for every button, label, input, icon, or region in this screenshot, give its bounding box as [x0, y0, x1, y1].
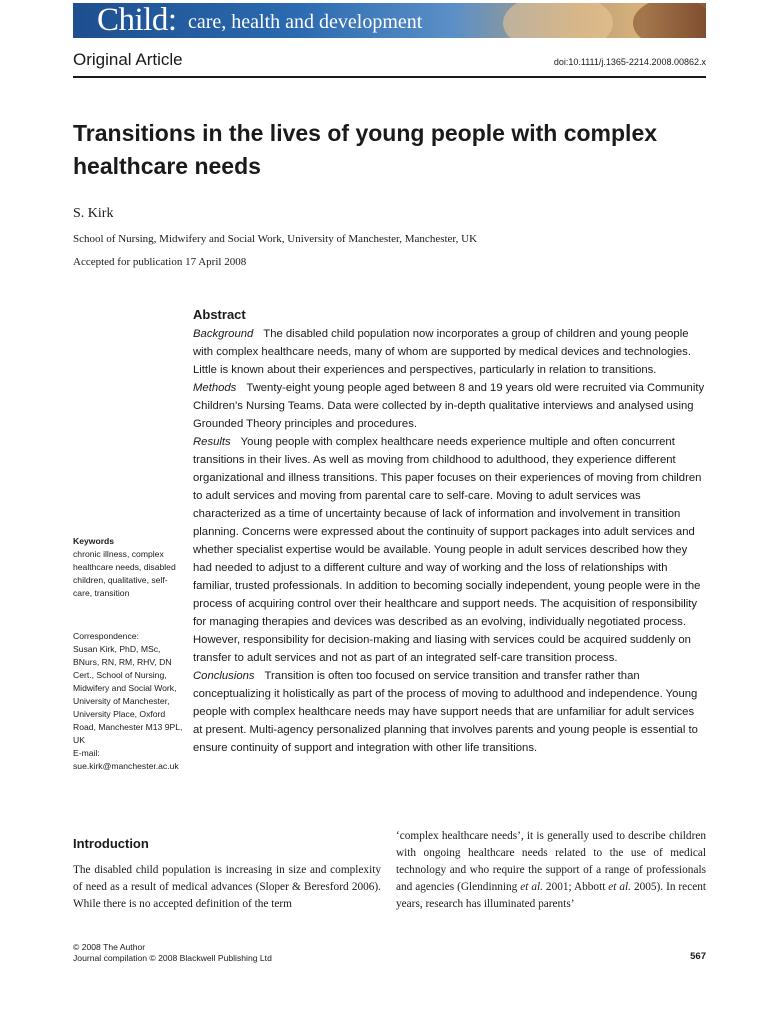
abstract — [193, 305, 706, 757]
abstract-results — [193, 433, 706, 667]
body-column-right — [396, 828, 706, 913]
header-rule — [73, 76, 706, 78]
abstract-background — [193, 325, 706, 379]
email-label: E-mail: — [73, 748, 100, 758]
abstract-heading: Abstract — [193, 307, 246, 322]
section-label: Original Article — [73, 50, 183, 69]
keywords-heading: Keywords — [73, 536, 115, 546]
banner-photo-highlight — [503, 3, 613, 38]
abstract-results-label: Results — [193, 436, 231, 448]
body-text-segment: 2005). In recent years, research has illuminated parents’ — [396, 881, 707, 910]
affiliation: School of Nursing, Midwifery and Social Work, University of Manchester, Manchester, UK — [73, 233, 478, 245]
article-title: Transitions in the lives of young people with complex healthcare needs — [73, 120, 658, 179]
abstract-methods-label: Methods — [193, 382, 237, 394]
author: S. Kirk — [73, 206, 114, 221]
email-link[interactable]: sue.kirk@manchester.ac.uk — [73, 761, 179, 771]
copyright-compilation: Journal compilation © 2008 Blackwell Publishing Ltd — [73, 953, 272, 963]
footer-copyright — [73, 942, 272, 964]
keywords-list: chronic illness, complex healthcare needs, disabled children, qualitative, self-care, transition — [73, 549, 176, 598]
doi[interactable]: doi:10.1111/j.1365-2214.2008.00862.x — [553, 57, 706, 67]
et-al: et al. — [520, 881, 543, 893]
abstract-background-text: The disabled child population now incorporates a group of children and young people with complex healthcare needs, many of whom are supported by medical devices and technologies. Little is known about their experiences and perspectives, particularly in relation to transitions. — [193, 328, 691, 376]
copyright-author: © 2008 The Author — [73, 942, 146, 952]
body-text-segment: 2001; Abbott — [542, 881, 609, 893]
abstract-background-label: Background — [193, 328, 254, 340]
abstract-conclusions-label: Conclusions — [193, 670, 255, 682]
correspondence-label: Correspondence: — [73, 631, 139, 641]
keywords — [73, 535, 183, 600]
abstract-results-text: Young people with complex healthcare needs experience multiple and often concurrent transitions in their lives. As well as moving from childhood to adulthood, they experience different organizational and illness transitions. This paper focuses on their experiences of moving from children to adult services and moving from parental care to self-care. Moving to adult services was characterized as a time of uncertainty because of lack of information and involvement in transition planning. Concerns were expressed about the continuity of support packages into adult services and whether specialist expertise would be available. Young people in adult services described how they had needed to adjust to a different culture and way of working and the loss of relationships with familiar, trusted professionals. In addition to becoming socially independent, young people were in the process of acquiring control over their healthcare and support needs. The acquisition of responsibility for managing therapies and devices was described as an evolving, individually negotiated process. However, responsibility for decision-making and liasing with services could be acquired suddenly on transfer to adult services and not as part of an integrated self-care transition process. — [193, 436, 702, 664]
introduction-heading: Introduction — [73, 836, 149, 851]
abstract-methods-text: Twenty-eight young people aged between 8 and 19 years old were recruited via Community Children's Nursing Teams. Data were collected by in-depth qualitative interviews and analysed using Grounded Theory principles and procedures. — [193, 382, 705, 430]
abstract-conclusions — [193, 667, 706, 757]
journal-brand: Child: — [97, 3, 177, 38]
abstract-conclusions-text: Transition is often too focused on service transition and transfer rather than conceptualizing it holistically as part of the process of moving to adulthood and independence. Young people with complex healthcare needs may have support needs that are unfamiliar for adult services at present. Multi-agency personalized planning that involves parents and young people is essential to ensure continuity of support and integration with other life transitions. — [193, 670, 698, 754]
body-text-segment: ‘complex healthcare needs’, it is generally used to describe children with ongoing healthcare needs related to the use of medical technology and who require the support of a range of professionals and agencies (Glendinning — [396, 830, 706, 893]
et-al: et al. — [608, 881, 632, 893]
page-number: 567 — [690, 951, 706, 962]
abstract-methods — [193, 379, 706, 433]
banner-photo-shadow — [633, 3, 706, 38]
journal-subtitle: care, health and development — [188, 11, 423, 33]
body-column-left: The disabled child population is increasing in size and complexity of need as a result of medical advances (Sloper & Beresford 2006). While there is no accepted definition of the term — [73, 864, 381, 910]
journal-banner — [73, 3, 706, 38]
accepted-date: Accepted for publication 17 April 2008 — [73, 256, 247, 268]
correspondence — [73, 630, 185, 773]
correspondence-address: Susan Kirk, PhD, MSc, BNurs, RN, RM, RHV, DN Cert., School of Nursing, Midwifery and Social Work, University of Manchester, University Place, Oxford Road, Manchester M13 9PL, UK — [73, 644, 183, 745]
